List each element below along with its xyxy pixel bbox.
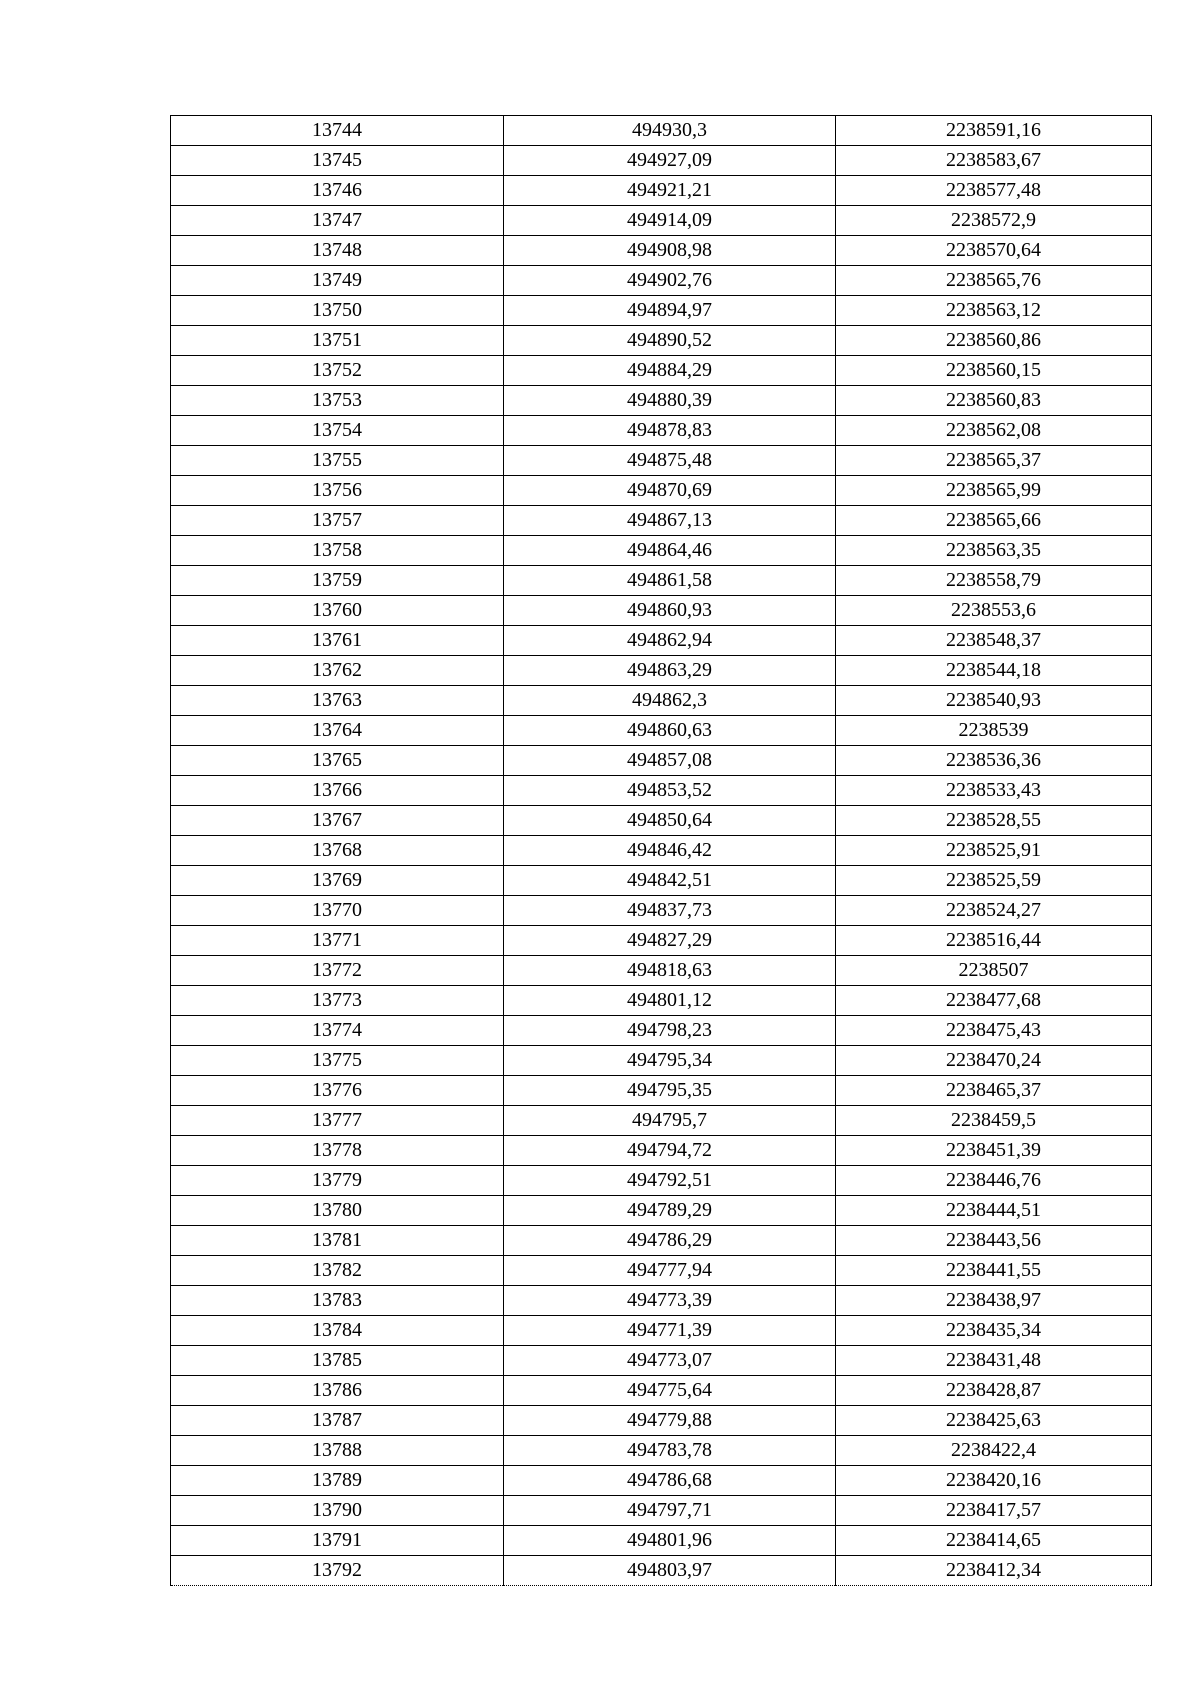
- point-number-cell: 13786: [171, 1376, 504, 1406]
- x-coordinate-cell: 494795,35: [504, 1076, 836, 1106]
- table-row: [171, 776, 1152, 806]
- y-coordinate-cell: 2238414,65: [836, 1526, 1152, 1556]
- y-coordinate-cell: 2238583,67: [836, 146, 1152, 176]
- point-number-cell: 13778: [171, 1136, 504, 1166]
- table-row: [171, 506, 1152, 536]
- point-number-cell: 13752: [171, 356, 504, 386]
- table-row: [171, 1196, 1152, 1226]
- point-number-cell: 13757: [171, 506, 504, 536]
- point-number-cell: 13751: [171, 326, 504, 356]
- point-number-cell: 13791: [171, 1526, 504, 1556]
- point-number-cell: 13784: [171, 1316, 504, 1346]
- point-number-cell: 13789: [171, 1466, 504, 1496]
- y-coordinate-cell: 2238560,83: [836, 386, 1152, 416]
- table-row: [171, 1376, 1152, 1406]
- y-coordinate-cell: 2238560,86: [836, 326, 1152, 356]
- table-row: [171, 1106, 1152, 1136]
- point-number-cell: 13763: [171, 686, 504, 716]
- table-row: [171, 356, 1152, 386]
- table-row: [171, 176, 1152, 206]
- table-row: [171, 866, 1152, 896]
- x-coordinate-cell: 494795,34: [504, 1046, 836, 1076]
- point-number-cell: 13746: [171, 176, 504, 206]
- table-row: [171, 1556, 1152, 1586]
- y-coordinate-cell: 2238565,99: [836, 476, 1152, 506]
- y-coordinate-cell: 2238417,57: [836, 1496, 1152, 1526]
- point-number-cell: 13780: [171, 1196, 504, 1226]
- y-coordinate-cell: 2238570,64: [836, 236, 1152, 266]
- x-coordinate-cell: 494795,7: [504, 1106, 836, 1136]
- table-row: [171, 626, 1152, 656]
- table-row: [171, 416, 1152, 446]
- table-row: [171, 206, 1152, 236]
- x-coordinate-cell: 494857,08: [504, 746, 836, 776]
- table-row: [171, 896, 1152, 926]
- table-row: [171, 1346, 1152, 1376]
- point-number-cell: 13781: [171, 1226, 504, 1256]
- y-coordinate-cell: 2238572,9: [836, 206, 1152, 236]
- y-coordinate-cell: 2238553,6: [836, 596, 1152, 626]
- x-coordinate-cell: 494860,63: [504, 716, 836, 746]
- table-row: [171, 1226, 1152, 1256]
- y-coordinate-cell: 2238525,59: [836, 866, 1152, 896]
- table-row: [171, 1286, 1152, 1316]
- x-coordinate-cell: 494779,88: [504, 1406, 836, 1436]
- x-coordinate-cell: 494890,52: [504, 326, 836, 356]
- point-number-cell: 13764: [171, 716, 504, 746]
- point-number-cell: 13765: [171, 746, 504, 776]
- point-number-cell: 13766: [171, 776, 504, 806]
- point-number-cell: 13788: [171, 1436, 504, 1466]
- table-row: [171, 566, 1152, 596]
- point-number-cell: 13775: [171, 1046, 504, 1076]
- x-coordinate-cell: 494777,94: [504, 1256, 836, 1286]
- x-coordinate-cell: 494853,52: [504, 776, 836, 806]
- point-number-cell: 13792: [171, 1556, 504, 1586]
- point-number-cell: 13761: [171, 626, 504, 656]
- y-coordinate-cell: 2238470,24: [836, 1046, 1152, 1076]
- table-row: [171, 596, 1152, 626]
- x-coordinate-cell: 494801,96: [504, 1526, 836, 1556]
- table-row: [171, 1466, 1152, 1496]
- x-coordinate-cell: 494773,39: [504, 1286, 836, 1316]
- x-coordinate-cell: 494837,73: [504, 896, 836, 926]
- y-coordinate-cell: 2238562,08: [836, 416, 1152, 446]
- x-coordinate-cell: 494880,39: [504, 386, 836, 416]
- x-coordinate-cell: 494850,64: [504, 806, 836, 836]
- y-coordinate-cell: 2238565,76: [836, 266, 1152, 296]
- x-coordinate-cell: 494870,69: [504, 476, 836, 506]
- table-row: [171, 536, 1152, 566]
- x-coordinate-cell: 494862,94: [504, 626, 836, 656]
- y-coordinate-cell: 2238475,43: [836, 1016, 1152, 1046]
- y-coordinate-cell: 2238441,55: [836, 1256, 1152, 1286]
- point-number-cell: 13750: [171, 296, 504, 326]
- x-coordinate-cell: 494786,29: [504, 1226, 836, 1256]
- table-row: [171, 1076, 1152, 1106]
- x-coordinate-cell: 494827,29: [504, 926, 836, 956]
- y-coordinate-cell: 2238539: [836, 716, 1152, 746]
- x-coordinate-cell: 494894,97: [504, 296, 836, 326]
- x-coordinate-cell: 494842,51: [504, 866, 836, 896]
- x-coordinate-cell: 494863,29: [504, 656, 836, 686]
- point-number-cell: 13744: [171, 116, 504, 146]
- y-coordinate-cell: 2238431,48: [836, 1346, 1152, 1376]
- point-number-cell: 13748: [171, 236, 504, 266]
- point-number-cell: 13756: [171, 476, 504, 506]
- point-number-cell: 13768: [171, 836, 504, 866]
- y-coordinate-cell: 2238443,56: [836, 1226, 1152, 1256]
- y-coordinate-cell: 2238563,12: [836, 296, 1152, 326]
- point-number-cell: 13758: [171, 536, 504, 566]
- table-row: [171, 266, 1152, 296]
- point-number-cell: 13785: [171, 1346, 504, 1376]
- y-coordinate-cell: 2238428,87: [836, 1376, 1152, 1406]
- y-coordinate-cell: 2238516,44: [836, 926, 1152, 956]
- table-row: [171, 656, 1152, 686]
- point-number-cell: 13790: [171, 1496, 504, 1526]
- point-number-cell: 13767: [171, 806, 504, 836]
- y-coordinate-cell: 2238525,91: [836, 836, 1152, 866]
- y-coordinate-cell: 2238536,36: [836, 746, 1152, 776]
- x-coordinate-cell: 494927,09: [504, 146, 836, 176]
- point-number-cell: 13747: [171, 206, 504, 236]
- x-coordinate-cell: 494818,63: [504, 956, 836, 986]
- point-number-cell: 13774: [171, 1016, 504, 1046]
- y-coordinate-cell: 2238565,37: [836, 446, 1152, 476]
- y-coordinate-cell: 2238563,35: [836, 536, 1152, 566]
- x-coordinate-cell: 494773,07: [504, 1346, 836, 1376]
- x-coordinate-cell: 494864,46: [504, 536, 836, 566]
- y-coordinate-cell: 2238528,55: [836, 806, 1152, 836]
- x-coordinate-cell: 494860,93: [504, 596, 836, 626]
- y-coordinate-cell: 2238425,63: [836, 1406, 1152, 1436]
- x-coordinate-cell: 494803,97: [504, 1556, 836, 1586]
- table-row: [171, 806, 1152, 836]
- x-coordinate-cell: 494921,21: [504, 176, 836, 206]
- point-number-cell: 13762: [171, 656, 504, 686]
- x-coordinate-cell: 494794,72: [504, 1136, 836, 1166]
- point-number-cell: 13745: [171, 146, 504, 176]
- y-coordinate-cell: 2238507: [836, 956, 1152, 986]
- table-row: [171, 1046, 1152, 1076]
- y-coordinate-cell: 2238465,37: [836, 1076, 1152, 1106]
- x-coordinate-cell: 494797,71: [504, 1496, 836, 1526]
- point-number-cell: 13749: [171, 266, 504, 296]
- table-row: [171, 236, 1152, 266]
- table-row: [171, 326, 1152, 356]
- x-coordinate-cell: 494914,09: [504, 206, 836, 236]
- x-coordinate-cell: 494786,68: [504, 1466, 836, 1496]
- y-coordinate-cell: 2238444,51: [836, 1196, 1152, 1226]
- table-row: [171, 716, 1152, 746]
- point-number-cell: 13755: [171, 446, 504, 476]
- table-row: [171, 746, 1152, 776]
- table-row: [171, 956, 1152, 986]
- table-row: [171, 1256, 1152, 1286]
- table-row: [171, 1316, 1152, 1346]
- y-coordinate-cell: 2238477,68: [836, 986, 1152, 1016]
- table-row: [171, 146, 1152, 176]
- y-coordinate-cell: 2238438,97: [836, 1286, 1152, 1316]
- x-coordinate-cell: 494771,39: [504, 1316, 836, 1346]
- point-number-cell: 13754: [171, 416, 504, 446]
- table-row: [171, 386, 1152, 416]
- table-row: [171, 836, 1152, 866]
- point-number-cell: 13772: [171, 956, 504, 986]
- table-row: [171, 1436, 1152, 1466]
- point-number-cell: 13777: [171, 1106, 504, 1136]
- point-number-cell: 13787: [171, 1406, 504, 1436]
- y-coordinate-cell: 2238533,43: [836, 776, 1152, 806]
- y-coordinate-cell: 2238524,27: [836, 896, 1152, 926]
- y-coordinate-cell: 2238565,66: [836, 506, 1152, 536]
- table-row: [171, 1136, 1152, 1166]
- table-row: [171, 116, 1152, 146]
- x-coordinate-cell: 494783,78: [504, 1436, 836, 1466]
- x-coordinate-cell: 494908,98: [504, 236, 836, 266]
- table-row: [171, 986, 1152, 1016]
- y-coordinate-cell: 2238577,48: [836, 176, 1152, 206]
- point-number-cell: 13753: [171, 386, 504, 416]
- table-row: [171, 296, 1152, 326]
- x-coordinate-cell: 494792,51: [504, 1166, 836, 1196]
- table-row: [171, 1166, 1152, 1196]
- x-coordinate-cell: 494930,3: [504, 116, 836, 146]
- y-coordinate-cell: 2238459,5: [836, 1106, 1152, 1136]
- point-number-cell: 13783: [171, 1286, 504, 1316]
- x-coordinate-cell: 494798,23: [504, 1016, 836, 1046]
- x-coordinate-cell: 494875,48: [504, 446, 836, 476]
- x-coordinate-cell: 494862,3: [504, 686, 836, 716]
- table-row: [171, 1496, 1152, 1526]
- table-row: [171, 1406, 1152, 1436]
- y-coordinate-cell: 2238451,39: [836, 1136, 1152, 1166]
- table-row: [171, 926, 1152, 956]
- coordinates-table-body: [171, 116, 1152, 1586]
- point-number-cell: 13776: [171, 1076, 504, 1106]
- y-coordinate-cell: 2238540,93: [836, 686, 1152, 716]
- y-coordinate-cell: 2238591,16: [836, 116, 1152, 146]
- y-coordinate-cell: 2238548,37: [836, 626, 1152, 656]
- x-coordinate-cell: 494867,13: [504, 506, 836, 536]
- y-coordinate-cell: 2238435,34: [836, 1316, 1152, 1346]
- table-row: [171, 1526, 1152, 1556]
- table-row: [171, 476, 1152, 506]
- x-coordinate-cell: 494801,12: [504, 986, 836, 1016]
- x-coordinate-cell: 494789,29: [504, 1196, 836, 1226]
- point-number-cell: 13771: [171, 926, 504, 956]
- x-coordinate-cell: 494846,42: [504, 836, 836, 866]
- x-coordinate-cell: 494902,76: [504, 266, 836, 296]
- x-coordinate-cell: 494775,64: [504, 1376, 836, 1406]
- y-coordinate-cell: 2238560,15: [836, 356, 1152, 386]
- table-row: [171, 446, 1152, 476]
- coordinates-table: [170, 115, 1152, 1586]
- y-coordinate-cell: 2238544,18: [836, 656, 1152, 686]
- x-coordinate-cell: 494878,83: [504, 416, 836, 446]
- point-number-cell: 13769: [171, 866, 504, 896]
- y-coordinate-cell: 2238558,79: [836, 566, 1152, 596]
- point-number-cell: 13770: [171, 896, 504, 926]
- y-coordinate-cell: 2238446,76: [836, 1166, 1152, 1196]
- point-number-cell: 13759: [171, 566, 504, 596]
- y-coordinate-cell: 2238420,16: [836, 1466, 1152, 1496]
- y-coordinate-cell: 2238422,4: [836, 1436, 1152, 1466]
- x-coordinate-cell: 494861,58: [504, 566, 836, 596]
- point-number-cell: 13779: [171, 1166, 504, 1196]
- point-number-cell: 13773: [171, 986, 504, 1016]
- point-number-cell: 13782: [171, 1256, 504, 1286]
- x-coordinate-cell: 494884,29: [504, 356, 836, 386]
- table-row: [171, 1016, 1152, 1046]
- table-row: [171, 686, 1152, 716]
- y-coordinate-cell: 2238412,34: [836, 1556, 1152, 1586]
- point-number-cell: 13760: [171, 596, 504, 626]
